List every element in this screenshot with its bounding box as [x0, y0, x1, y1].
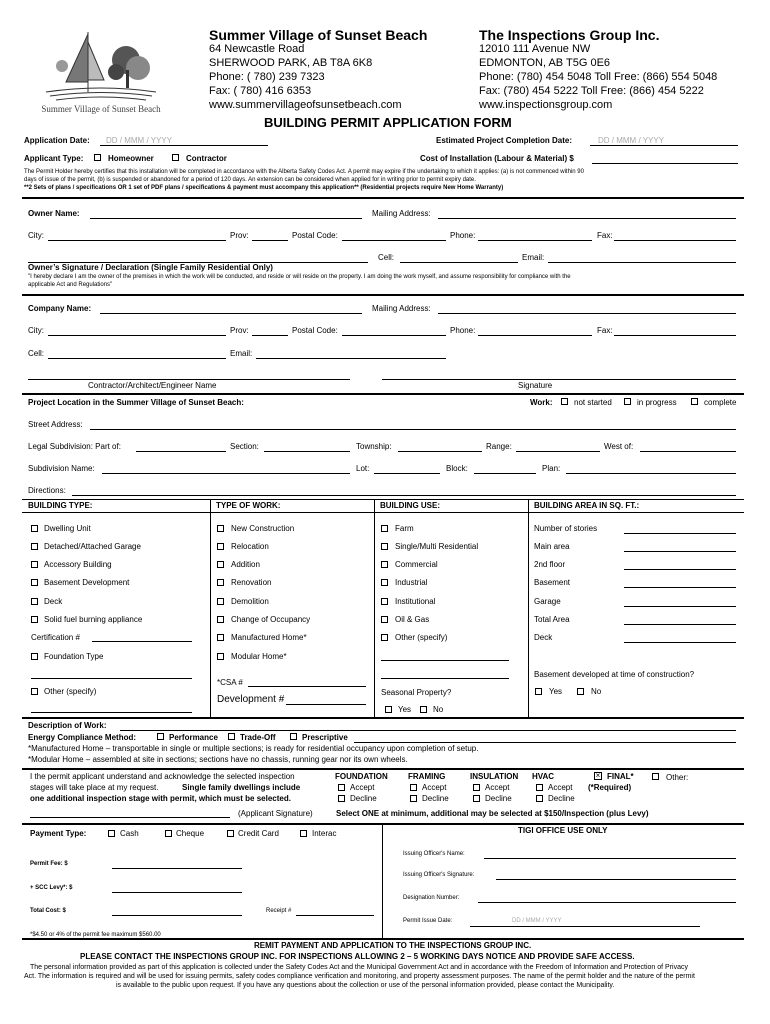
- township-label: Township:: [356, 442, 392, 451]
- credit-card-checkbox[interactable]: [227, 830, 234, 837]
- owner-mailing-field[interactable]: [438, 218, 736, 219]
- total-cost-label: Total Cost: $: [30, 908, 66, 914]
- seasonal-no-label: No: [433, 705, 444, 714]
- institutional-checkbox[interactable]: [381, 598, 388, 605]
- total-area-field[interactable]: [624, 624, 736, 625]
- description-field[interactable]: [120, 730, 736, 731]
- not-started-checkbox[interactable]: [561, 398, 568, 405]
- framing-header: FRAMING: [408, 772, 446, 781]
- directions-field[interactable]: [72, 495, 736, 496]
- prescriptive-checkbox[interactable]: [290, 733, 297, 740]
- interac-checkbox[interactable]: [300, 830, 307, 837]
- permit-issue-date-field[interactable]: DD / MMM / YYYY: [512, 918, 562, 924]
- complete-label: complete: [704, 398, 737, 407]
- legal-subdivision-label: Legal Subdivision: Part of:: [28, 442, 121, 451]
- owner-email-label: Email:: [522, 253, 545, 262]
- inspection-ack-1: I the permit applicant understand and acknowledge the selected inspection: [30, 772, 295, 781]
- hvac-accept-checkbox[interactable]: [536, 784, 543, 791]
- industrial-label: Industrial: [395, 578, 428, 587]
- deck-checkbox[interactable]: [31, 598, 38, 605]
- company-mailing-label: Mailing Address:: [372, 304, 431, 313]
- section-label: Section:: [230, 442, 259, 451]
- block-field[interactable]: [474, 473, 536, 474]
- contact-notice: PLEASE CONTACT THE INSPECTIONS GROUP INC. FOR INSPECTIONS ALLOWING 2 – 5 WORKING DAYS NOTICE AND PROVIDE SAFE ACCESS.: [80, 952, 635, 961]
- cheque-label: Cheque: [176, 829, 205, 838]
- certification-field[interactable]: [92, 641, 192, 642]
- owner-declaration-2: applicable Act and Regulations": [28, 282, 113, 288]
- lot-field[interactable]: [374, 473, 440, 474]
- not-started-label: not started: [574, 398, 612, 407]
- select-one-note: Select ONE at minimum, additional may be selected at $150/Inspection (plus Levy): [336, 809, 649, 818]
- contractor-signature-field[interactable]: [382, 379, 736, 380]
- insulation-decline-label: Decline: [485, 794, 512, 803]
- deck-area-label: Deck: [534, 633, 553, 642]
- designation-number-field[interactable]: [478, 902, 736, 903]
- issuing-officer-signature-field[interactable]: [496, 879, 736, 880]
- inspection-ack-3: one additional inspection stage with permit, which must be selected.: [30, 794, 291, 803]
- demolition-checkbox[interactable]: [217, 598, 224, 605]
- permit-issue-date-label: Permit Issue Date:: [403, 918, 453, 924]
- basement-yes-checkbox[interactable]: [535, 688, 542, 695]
- street-address-field[interactable]: [90, 429, 736, 430]
- project-location-title: Project Location in the Summer Village of Sunset Beach:: [28, 398, 244, 407]
- basement-development-label: Basement Development: [44, 578, 130, 587]
- seasonal-property-label: Seasonal Property?: [381, 688, 452, 697]
- company-phone-label: Phone:: [450, 326, 476, 335]
- receipt-field[interactable]: [296, 915, 374, 916]
- levy-note: *$4.50 or 4% of the permit fee maximum $560.00: [30, 932, 161, 938]
- basement-yes-label: Yes: [549, 687, 563, 696]
- other-use-checkbox[interactable]: [381, 634, 388, 641]
- residential-checkbox[interactable]: [381, 543, 388, 550]
- company-cell-field[interactable]: [48, 358, 226, 359]
- other-building-type-label: Other (specify): [44, 687, 97, 696]
- manufactured-home-label: Manufactured Home*: [231, 633, 307, 642]
- change-of-occupancy-checkbox[interactable]: [217, 616, 224, 623]
- contractor-signature-label: Signature: [518, 381, 553, 390]
- applicant-type-label: Applicant Type:: [24, 154, 84, 163]
- company-cell-label: Cell:: [28, 349, 45, 358]
- township-field[interactable]: [398, 451, 482, 452]
- garage-checkbox[interactable]: [31, 543, 38, 550]
- issuing-officer-name-field[interactable]: [484, 858, 736, 859]
- farm-checkbox[interactable]: [381, 525, 388, 532]
- block-label: Block:: [446, 464, 468, 473]
- final-checkbox-checked[interactable]: ×: [595, 771, 601, 780]
- owner-cell-label: Cell:: [378, 253, 395, 262]
- work-status-label: Work:: [530, 398, 553, 407]
- final-required-note: (*Required): [588, 783, 632, 792]
- left-org-name: Summer Village of Sunset Beach: [209, 27, 428, 43]
- other-use-field-2[interactable]: [381, 678, 509, 679]
- designation-number-label: Designation Number:: [403, 895, 460, 901]
- other-inspection-label: Other:: [666, 773, 689, 782]
- owner-name-field[interactable]: [90, 218, 362, 219]
- contractor-label: Contractor: [186, 154, 227, 163]
- owner-phone-field[interactable]: [478, 240, 592, 241]
- deck-area-field[interactable]: [624, 642, 736, 643]
- foundation-type-checkbox[interactable]: [31, 653, 38, 660]
- hvac-decline-checkbox[interactable]: [536, 795, 543, 802]
- range-field[interactable]: [516, 451, 600, 452]
- total-area-label: Total Area: [534, 615, 570, 624]
- renovation-label: Renovation: [231, 578, 272, 587]
- number-of-stories-label: Number of stories: [534, 524, 598, 533]
- accessory-building-checkbox[interactable]: [31, 561, 38, 568]
- basement-area-field[interactable]: [624, 587, 736, 588]
- homeowner-checkbox[interactable]: [94, 154, 101, 161]
- other-inspection-checkbox[interactable]: [652, 773, 659, 780]
- legal-part-field[interactable]: [136, 451, 226, 452]
- insulation-accept-checkbox[interactable]: [473, 784, 480, 791]
- final-header: FINAL*: [607, 772, 634, 781]
- company-fax-label: Fax:: [597, 326, 613, 335]
- company-mailing-field[interactable]: [438, 313, 736, 314]
- in-progress-label: in progress: [637, 398, 677, 407]
- west-of-field[interactable]: [640, 451, 736, 452]
- type-of-work-header: TYPE OF WORK:: [216, 501, 281, 510]
- manufactured-note: *Manufactured Home – transportable in single or multiple sections; is ready for residential occupancy upon completion of setup.: [28, 744, 479, 753]
- performance-checkbox[interactable]: [157, 733, 164, 740]
- trade-off-label: Trade-Off: [240, 733, 276, 742]
- range-label: Range:: [486, 442, 512, 451]
- privacy-line-2: Act. The information is required and will be used for issuing permits, safety codes compliance verification and monitoring, and property assessment purposes. The name of the permit holder and the nature of the permit: [24, 973, 695, 980]
- demolition-label: Demolition: [231, 597, 269, 606]
- company-email-label: Email:: [230, 349, 253, 358]
- inspection-ack-2: stages will take place at my request.: [30, 783, 159, 792]
- residential-label: Single/Multi Residential: [395, 542, 479, 551]
- cost-label: Cost of Installation (Labour & Material) $: [420, 154, 574, 163]
- basement-developed-label: Basement developed at time of construction?: [534, 670, 695, 679]
- issuing-officer-signature-label: Issuing Officer's Signature:: [403, 872, 475, 878]
- seasonal-yes-label: Yes: [398, 705, 412, 714]
- owner-email-field[interactable]: [548, 262, 736, 263]
- scc-levy-field[interactable]: [112, 892, 242, 893]
- energy-field[interactable]: [354, 742, 736, 743]
- owner-signature-title: Owner’s Signature / Declaration (Single Family Residential Only): [28, 263, 273, 272]
- company-city-label: City:: [28, 326, 44, 335]
- applicant-signature-label: (Applicant Signature): [238, 809, 313, 818]
- logo: [26, 22, 176, 114]
- basement-development-checkbox[interactable]: [31, 579, 38, 586]
- performance-label: Performance: [169, 733, 218, 742]
- modular-home-checkbox[interactable]: [217, 653, 224, 660]
- foundation-type-label: Foundation Type: [44, 652, 104, 661]
- company-fax-field[interactable]: [614, 335, 736, 336]
- contractor-name-field[interactable]: [28, 379, 350, 380]
- owner-fax-field[interactable]: [614, 240, 736, 241]
- addition-label: Addition: [231, 560, 260, 569]
- relocation-label: Relocation: [231, 542, 269, 551]
- foundation-accept-checkbox[interactable]: [338, 784, 345, 791]
- framing-decline-label: Decline: [422, 794, 449, 803]
- framing-decline-checkbox[interactable]: [410, 795, 417, 802]
- solid-fuel-checkbox[interactable]: [31, 616, 38, 623]
- application-date-field[interactable]: DD / MMM / YYYY: [106, 136, 173, 145]
- section-field[interactable]: [264, 451, 350, 452]
- application-date-label: Application Date:: [24, 136, 90, 145]
- permit-fee-label: Permit Fee: $: [30, 861, 68, 867]
- west-of-label: West of:: [604, 442, 634, 451]
- trade-off-checkbox[interactable]: [228, 733, 235, 740]
- other-building-type-field[interactable]: [31, 712, 192, 713]
- notice-line-3: **2 Sets of plans / specifications OR 1 set of PDF plans / specifications & payment must accompany this application** (Residential projects require New Home Warranty): [24, 185, 504, 191]
- company-postal-label: Postal Code:: [292, 326, 338, 335]
- foundation-decline-label: Decline: [350, 794, 377, 803]
- basement-no-checkbox[interactable]: [577, 688, 584, 695]
- foundation-decline-checkbox[interactable]: [338, 795, 345, 802]
- completion-date-field[interactable]: DD / MMM / YYYY: [598, 136, 665, 145]
- company-name-field[interactable]: [100, 313, 362, 314]
- lot-label: Lot:: [356, 464, 370, 473]
- total-cost-field[interactable]: [112, 915, 242, 916]
- owner-city-label: City:: [28, 231, 44, 240]
- privacy-line-3: is available to the public upon request. If you have any questions about the collection or use of the personal information provided, please contact the Municipality.: [116, 982, 615, 989]
- seasonal-no-checkbox[interactable]: [420, 706, 427, 713]
- contractor-checkbox[interactable]: [172, 154, 179, 161]
- payment-type-label: Payment Type:: [30, 829, 87, 838]
- foundation-header: FOUNDATION: [335, 772, 388, 781]
- foundation-accept-label: Accept: [350, 783, 375, 792]
- notice-line-2: days of issue of the permit, (b) is suspended or abandoned for a period of 120 days. An extension can be considered when applied for in writing prior to permit expiry date.: [24, 177, 476, 183]
- cash-checkbox[interactable]: [108, 830, 115, 837]
- company-phone-field[interactable]: [478, 335, 592, 336]
- owner-mailing-label: Mailing Address:: [372, 209, 431, 218]
- subdivision-name-label: Subdivision Name:: [28, 464, 95, 473]
- owner-phone-label: Phone:: [450, 231, 476, 240]
- number-of-stories-field[interactable]: [624, 533, 736, 534]
- insulation-decline-checkbox[interactable]: [473, 795, 480, 802]
- interac-label: Interac: [312, 829, 337, 838]
- hvac-decline-label: Decline: [548, 794, 575, 803]
- deck-label: Deck: [44, 597, 63, 606]
- foundation-type-field[interactable]: [31, 678, 192, 679]
- other-use-label: Other (specify): [395, 633, 448, 642]
- building-use-header: BUILDING USE:: [380, 501, 440, 510]
- development-field[interactable]: [286, 704, 366, 705]
- renovation-checkbox[interactable]: [217, 579, 224, 586]
- owner-fax-label: Fax:: [597, 231, 613, 240]
- right-website[interactable]: www.inspectionsgroup.com: [479, 99, 613, 111]
- plan-label: Plan:: [542, 464, 561, 473]
- oil-gas-label: Oil & Gas: [395, 615, 430, 624]
- development-label: Development #: [217, 694, 285, 705]
- owner-postal-field[interactable]: [342, 240, 446, 241]
- hvac-accept-label: Accept: [548, 783, 573, 792]
- basement-no-label: No: [591, 687, 602, 696]
- cash-label: Cash: [120, 829, 139, 838]
- company-email-field[interactable]: [256, 358, 446, 359]
- street-address-label: Street Address:: [28, 420, 83, 429]
- owner-declaration-1: "I hereby declare I am the owner of the premises in which the work will be conducted, and reside or will reside on the property. I am doing the work myself, and assume responsibility for compliance with the: [28, 274, 571, 280]
- second-floor-field[interactable]: [624, 569, 736, 570]
- insulation-accept-label: Accept: [485, 783, 510, 792]
- privacy-line-1: The personal information provided as part of this application is collected under the Safety Codes Act and the Municipal Government Act and in accordance with the Freedom of Information and Protection of Privacy: [30, 964, 688, 971]
- directions-label: Directions:: [28, 486, 66, 495]
- homeowner-label: Homeowner: [108, 154, 154, 163]
- right-phone: Phone: (780) 454 5048 Toll Free: (866) 554 5048: [479, 71, 718, 83]
- other-use-field-1[interactable]: [381, 660, 509, 661]
- commercial-checkbox[interactable]: [381, 561, 388, 568]
- left-phone: Phone: ( 780) 239 7323: [209, 71, 325, 83]
- owner-city-field[interactable]: [48, 240, 226, 241]
- garage-area-label: Garage: [534, 597, 561, 606]
- csa-field[interactable]: [248, 686, 366, 687]
- seasonal-yes-checkbox[interactable]: [385, 706, 392, 713]
- applicant-signature-field[interactable]: [30, 817, 230, 818]
- company-name-label: Company Name:: [28, 304, 92, 313]
- contractor-name-label: Contractor/Architect/Engineer Name: [88, 381, 217, 390]
- owner-name-label: Owner Name:: [28, 209, 80, 218]
- main-area-field[interactable]: [624, 551, 736, 552]
- building-area-header: BUILDING AREA IN SQ. FT.:: [534, 501, 640, 510]
- company-prov-field[interactable]: [252, 335, 288, 336]
- second-floor-label: 2nd floor: [534, 560, 566, 569]
- solid-fuel-label: Solid fuel burning appliance: [44, 615, 143, 624]
- csa-label: *CSA #: [217, 678, 243, 687]
- owner-prov-field[interactable]: [252, 240, 288, 241]
- company-postal-field[interactable]: [342, 335, 446, 336]
- relocation-checkbox[interactable]: [217, 543, 224, 550]
- energy-compliance-label: Energy Compliance Method:: [28, 733, 137, 742]
- plan-field[interactable]: [566, 473, 736, 474]
- description-label: Description of Work:: [28, 721, 107, 730]
- permit-fee-field[interactable]: [112, 868, 242, 869]
- dwelling-unit-label: Dwelling Unit: [44, 524, 91, 533]
- commercial-label: Commercial: [395, 560, 438, 569]
- receipt-label: Receipt #: [266, 908, 292, 914]
- industrial-checkbox[interactable]: [381, 579, 388, 586]
- new-construction-label: New Construction: [231, 524, 295, 533]
- left-address-2: SHERWOOD PARK, AB T8A 6K8: [209, 57, 373, 69]
- farm-label: Farm: [395, 524, 414, 533]
- owner-postal-label: Postal Code:: [292, 231, 338, 240]
- certification-label: Certification #: [31, 633, 80, 642]
- new-construction-checkbox[interactable]: [217, 525, 224, 532]
- right-org-name: The Inspections Group Inc.: [479, 27, 660, 43]
- other-building-type-checkbox[interactable]: [31, 688, 38, 695]
- garage-area-field[interactable]: [624, 606, 736, 607]
- issuing-officer-name-label: Issuing Officer's Name:: [403, 851, 465, 857]
- addition-checkbox[interactable]: [217, 561, 224, 568]
- hvac-header: HVAC: [532, 772, 555, 781]
- cost-field[interactable]: [592, 163, 738, 164]
- cheque-checkbox[interactable]: [165, 830, 172, 837]
- right-address-2: EDMONTON, AB T5G 0E6: [479, 57, 611, 69]
- company-city-field[interactable]: [48, 335, 226, 336]
- building-type-header: BUILDING TYPE:: [28, 501, 93, 510]
- logo-caption: Summer Village of Sunset Beach: [41, 104, 161, 114]
- modular-home-label: Modular Home*: [231, 652, 287, 661]
- insulation-header: INSULATION: [470, 772, 519, 781]
- basement-area-label: Basement: [534, 578, 571, 587]
- credit-card-label: Credit Card: [238, 829, 279, 838]
- main-area-label: Main area: [534, 542, 570, 551]
- modular-note: *Modular Home – assembled at site in sections; sections have no chassis, running gear nor its own wheels.: [28, 755, 408, 764]
- manufactured-home-checkbox[interactable]: [217, 634, 224, 641]
- garage-label: Detached/Attached Garage: [44, 542, 141, 551]
- scc-levy-label: + SCC Levy*: $: [30, 885, 73, 891]
- left-address-1: 64 Newcastle Road: [209, 43, 305, 55]
- right-fax: Fax: (780) 454 5222 Toll Free: (866) 454 5222: [479, 85, 704, 97]
- company-prov-label: Prov:: [230, 326, 249, 335]
- framing-accept-label: Accept: [422, 783, 447, 792]
- owner-cell-field[interactable]: [400, 262, 518, 263]
- institutional-label: Institutional: [395, 597, 436, 606]
- accessory-building-label: Accessory Building: [44, 560, 112, 569]
- framing-accept-checkbox[interactable]: [410, 784, 417, 791]
- left-fax: Fax: ( 780) 416 6353: [209, 85, 312, 97]
- form-title: BUILDING PERMIT APPLICATION FORM: [264, 115, 512, 130]
- prescriptive-label: Prescriptive: [302, 733, 348, 742]
- oil-gas-checkbox[interactable]: [381, 616, 388, 623]
- left-website[interactable]: www.summervillageofsunsetbeach.com: [209, 99, 402, 111]
- in-progress-checkbox[interactable]: [624, 398, 631, 405]
- owner-prov-label: Prov:: [230, 231, 249, 240]
- office-use-title: TIGI OFFICE USE ONLY: [518, 826, 608, 835]
- change-of-occupancy-label: Change of Occupancy: [231, 615, 311, 624]
- dwelling-unit-checkbox[interactable]: [31, 525, 38, 532]
- completion-date-label: Estimated Project Completion Date:: [436, 136, 573, 145]
- subdivision-name-field[interactable]: [102, 473, 350, 474]
- right-address-1: 12010 111 Avenue NW: [479, 43, 591, 55]
- remit-notice: REMIT PAYMENT AND APPLICATION TO THE INSPECTIONS GROUP INC.: [254, 941, 532, 950]
- inspection-ack-2b: Single family dwellings include: [182, 783, 301, 792]
- complete-checkbox[interactable]: [691, 398, 698, 405]
- notice-line-1: The Permit Holder hereby certifies that this installation will be completed in accordance with the Alberta Safety Codes Act. A permit may expire if the undertaking to which it applies: (a) is not commenced within 90: [24, 169, 584, 175]
